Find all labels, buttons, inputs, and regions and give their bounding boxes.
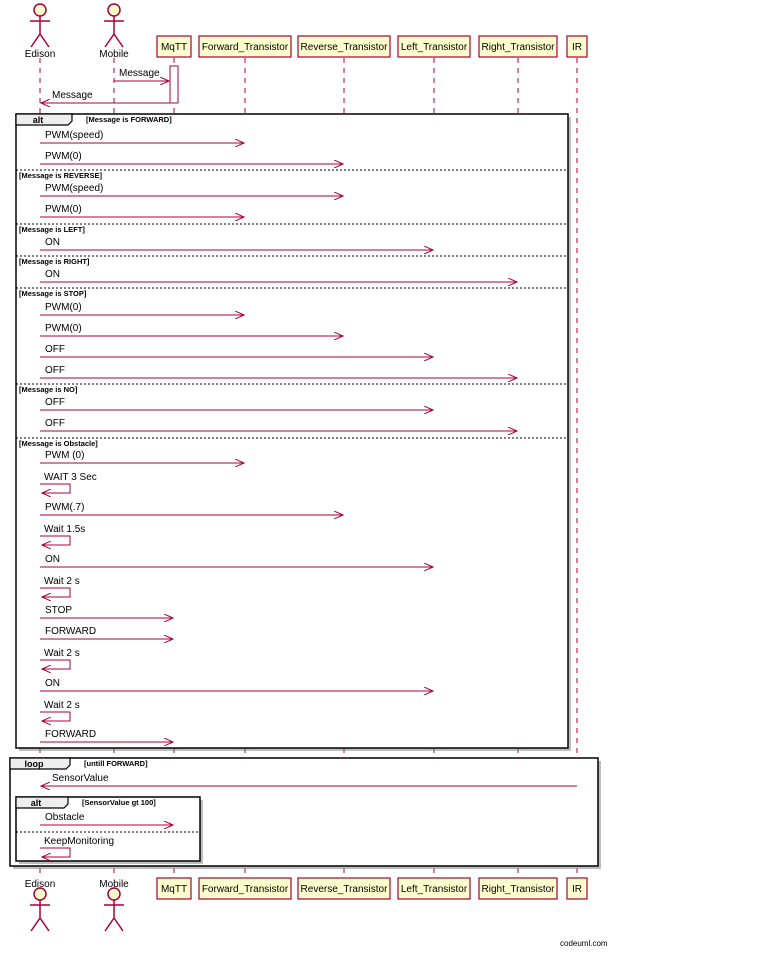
message-label: OFF (45, 344, 65, 355)
participant-label: Left_Transistor (400, 42, 468, 53)
participant-label: MqTT (160, 42, 188, 53)
message-label: Wait 2 s (44, 648, 80, 659)
message-label: STOP (45, 605, 73, 616)
frame-guard: [SensorValue gt 100] (82, 798, 156, 807)
message-label: OFF (45, 365, 65, 376)
participant-reverse-top (298, 36, 390, 57)
message-label: Wait 2 s (44, 700, 80, 711)
message-label: Message (119, 68, 160, 79)
frame-guard: [Message is NO] (19, 385, 78, 394)
participant-label: Edison (24, 879, 56, 890)
combined-fragments (10, 114, 601, 869)
message-message (41, 90, 170, 103)
participant-forward-top (199, 36, 291, 57)
frame-keyword: alt (32, 115, 44, 125)
actor-mobile-bottom (99, 879, 129, 931)
participant-left-top (398, 36, 470, 57)
participant-label: Left_Transistor (400, 884, 468, 895)
actor-mobile-top (99, 4, 129, 60)
actor-body-icon (104, 16, 124, 47)
frame-guard: [Message is STOP] (19, 289, 87, 298)
participant-label: Mobile (99, 879, 129, 890)
message-label: PWM(speed) (45, 130, 104, 141)
participant-label: Edison (24, 49, 56, 60)
participant-ir-bottom (567, 878, 587, 899)
participant-label: Forward_Transistor (201, 884, 289, 895)
participant-left-bottom (398, 878, 470, 899)
actor-edison-top (25, 4, 56, 60)
actor-body-icon (104, 900, 124, 931)
participant-label: Reverse_Transistor (300, 884, 388, 895)
message-label: ON (45, 269, 60, 280)
message-label: PWM(.7) (45, 502, 85, 513)
message-label: Wait 1.5s (44, 524, 86, 535)
participant-label: IR (572, 884, 582, 895)
participant-label: IR (572, 42, 582, 53)
frame-tab (16, 114, 72, 125)
message-label: PWM(0) (45, 204, 82, 215)
participant-label: Reverse_Transistor (300, 42, 388, 53)
watermark: codeuml.com (560, 939, 608, 948)
message-label: PWM(0) (45, 151, 82, 162)
participant-label: Right_Transistor (481, 884, 555, 895)
frame-guard: [Message is REVERSE] (19, 171, 102, 180)
message-message (114, 68, 169, 81)
message-label: ON (45, 678, 60, 689)
message-label: PWM(speed) (45, 183, 104, 194)
frame-alt-0 (16, 114, 571, 751)
frame-keyword: loop (24, 759, 44, 769)
participant-label: Right_Transistor (481, 42, 555, 53)
message-label: ON (45, 237, 60, 248)
actor-body-icon (30, 16, 50, 47)
participant-label: Forward_Transistor (201, 42, 289, 53)
participants-top (25, 4, 587, 60)
message-label: ON (45, 554, 60, 565)
frame-guard: [Message is LEFT] (19, 225, 85, 234)
participant-mqtt-bottom (157, 878, 191, 899)
actor-body-icon (30, 900, 50, 931)
message-label: OFF (45, 397, 65, 408)
message-label: WAIT 3 Sec (44, 472, 97, 483)
participant-reverse-bottom (298, 878, 390, 899)
frame-tab (16, 797, 68, 808)
participant-mqtt-top (157, 36, 191, 57)
activation-bar (170, 66, 178, 103)
message-label: PWM(0) (45, 302, 82, 313)
actor-head-icon (34, 4, 46, 16)
participant-ir-top (567, 36, 587, 57)
frame-guard: [untill FORWARD] (84, 759, 148, 768)
message-label: KeepMonitoring (44, 836, 115, 847)
frame-alt-2 (16, 797, 203, 864)
frame-guard: [Message is Obstacle] (19, 439, 98, 448)
message-label: Wait 2 s (44, 576, 80, 587)
message-label: FORWARD (45, 729, 97, 740)
message-label: PWM(0) (45, 323, 82, 334)
actor-edison-bottom (25, 879, 56, 931)
mqtt-activation-bar (170, 66, 178, 103)
frame-guard: [Message is RIGHT] (19, 257, 90, 266)
message-label: PWM (0) (45, 450, 85, 461)
participant-label: Mobile (99, 49, 129, 60)
participant-label: MqTT (160, 884, 188, 895)
frame-keyword: alt (30, 798, 42, 808)
participant-forward-bottom (199, 878, 291, 899)
message-label: OFF (45, 418, 65, 429)
frame-guard: [Message is FORWARD] (86, 115, 172, 124)
participant-right-bottom (479, 878, 557, 899)
participant-right-top (479, 36, 557, 57)
message-label: Obstacle (45, 812, 85, 823)
message-label: SensorValue (52, 773, 109, 784)
participants-bottom (25, 878, 587, 931)
message-label: Message (52, 90, 93, 101)
message-label: FORWARD (45, 626, 97, 637)
actor-head-icon (108, 4, 120, 16)
